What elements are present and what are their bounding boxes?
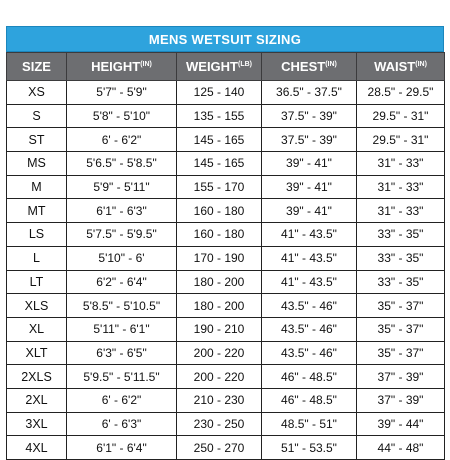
cell-chest: 46" - 48.5" — [262, 365, 357, 389]
cell-height: 5'7.5" - 5'9.5" — [67, 223, 177, 247]
cell-weight: 200 - 220 — [177, 365, 262, 389]
cell-weight: 145 - 165 — [177, 152, 262, 176]
cell-size: L — [7, 246, 67, 270]
cell-height: 6'2" - 6'4" — [67, 270, 177, 294]
cell-waist: 35" - 37" — [357, 341, 445, 365]
cell-weight: 160 - 180 — [177, 199, 262, 223]
cell-height: 6' - 6'3" — [67, 412, 177, 436]
cell-height: 6'1" - 6'3" — [67, 199, 177, 223]
cell-size: 3XL — [7, 412, 67, 436]
cell-chest: 39" - 41" — [262, 175, 357, 199]
cell-waist: 33" - 35" — [357, 246, 445, 270]
cell-weight: 250 - 270 — [177, 436, 262, 460]
cell-size: M — [7, 175, 67, 199]
cell-size: XLT — [7, 341, 67, 365]
cell-weight: 230 - 250 — [177, 412, 262, 436]
cell-chest: 37.5" - 39" — [262, 128, 357, 152]
cell-height: 5'8" - 5'10" — [67, 104, 177, 128]
cell-chest: 39" - 41" — [262, 152, 357, 176]
cell-size: MT — [7, 199, 67, 223]
chart-title: MENS WETSUIT SIZING — [6, 26, 444, 52]
table-row — [7, 81, 445, 105]
cell-size: S — [7, 104, 67, 128]
cell-chest: 39" - 41" — [262, 199, 357, 223]
cell-height: 5'9.5" - 5'11.5" — [67, 365, 177, 389]
cell-chest: 41" - 43.5" — [262, 223, 357, 247]
column-header-label: WEIGHT — [186, 59, 238, 74]
cell-weight: 135 - 155 — [177, 104, 262, 128]
table-row — [7, 246, 445, 270]
table-row — [7, 412, 445, 436]
cell-chest: 41" - 43.5" — [262, 246, 357, 270]
table-row — [7, 104, 445, 128]
cell-chest: 43.5" - 46" — [262, 341, 357, 365]
cell-chest: 48.5" - 51" — [262, 412, 357, 436]
cell-size: XLS — [7, 294, 67, 318]
column-header-unit: (LB) — [238, 61, 252, 68]
table-row — [7, 270, 445, 294]
column-header-unit: (IN) — [140, 61, 152, 68]
cell-waist: 35" - 37" — [357, 317, 445, 341]
cell-weight: 190 - 210 — [177, 317, 262, 341]
cell-weight: 210 - 230 — [177, 388, 262, 412]
column-header-chest — [262, 53, 357, 81]
column-header-label: HEIGHT — [91, 59, 141, 74]
table-header — [7, 53, 445, 81]
table-row — [7, 128, 445, 152]
cell-weight: 160 - 180 — [177, 223, 262, 247]
cell-weight: 145 - 165 — [177, 128, 262, 152]
cell-chest: 37.5" - 39" — [262, 104, 357, 128]
table-row — [7, 341, 445, 365]
sizing-table — [6, 52, 445, 460]
cell-height: 6' - 6'2" — [67, 128, 177, 152]
cell-waist: 33" - 35" — [357, 270, 445, 294]
column-header-unit: (IN) — [325, 61, 337, 68]
cell-weight: 155 - 170 — [177, 175, 262, 199]
table-row — [7, 317, 445, 341]
table-row — [7, 152, 445, 176]
cell-weight: 200 - 220 — [177, 341, 262, 365]
table-row — [7, 294, 445, 318]
cell-waist: 33" - 35" — [357, 223, 445, 247]
cell-height: 5'11" - 6'1" — [67, 317, 177, 341]
cell-size: LT — [7, 270, 67, 294]
column-header-waist — [357, 53, 445, 81]
column-header-unit: (IN) — [415, 61, 427, 68]
header-row — [7, 53, 445, 81]
cell-height: 6'1" - 6'4" — [67, 436, 177, 460]
cell-size: XS — [7, 81, 67, 105]
column-header-weight — [177, 53, 262, 81]
cell-weight: 180 - 200 — [177, 270, 262, 294]
column-header-label: WAIST — [374, 59, 416, 74]
table-row — [7, 436, 445, 460]
cell-chest: 43.5" - 46" — [262, 317, 357, 341]
cell-size: MS — [7, 152, 67, 176]
cell-waist: 28.5" - 29.5" — [357, 81, 445, 105]
column-header-size — [7, 53, 67, 81]
cell-waist: 44" - 48" — [357, 436, 445, 460]
cell-height: 5'7" - 5'9" — [67, 81, 177, 105]
table-row — [7, 199, 445, 223]
cell-size: ST — [7, 128, 67, 152]
cell-waist: 29.5" - 31" — [357, 104, 445, 128]
table-row — [7, 175, 445, 199]
cell-weight: 180 - 200 — [177, 294, 262, 318]
cell-size: 2XL — [7, 388, 67, 412]
cell-chest: 41" - 43.5" — [262, 270, 357, 294]
cell-height: 6' - 6'2" — [67, 388, 177, 412]
cell-waist: 31" - 33" — [357, 175, 445, 199]
cell-waist: 37" - 39" — [357, 388, 445, 412]
cell-height: 6'3" - 6'5" — [67, 341, 177, 365]
table-row — [7, 365, 445, 389]
cell-chest: 51" - 53.5" — [262, 436, 357, 460]
cell-size: 4XL — [7, 436, 67, 460]
cell-weight: 125 - 140 — [177, 81, 262, 105]
sizing-chart — [6, 26, 444, 460]
cell-height: 5'6.5" - 5'8.5" — [67, 152, 177, 176]
cell-waist: 37" - 39" — [357, 365, 445, 389]
cell-waist: 35" - 37" — [357, 294, 445, 318]
cell-waist: 31" - 33" — [357, 152, 445, 176]
cell-height: 5'8.5" - 5'10.5" — [67, 294, 177, 318]
table-row — [7, 388, 445, 412]
column-header-label: CHEST — [281, 59, 326, 74]
table-row — [7, 223, 445, 247]
cell-weight: 170 - 190 — [177, 246, 262, 270]
column-header-height — [67, 53, 177, 81]
column-header-label: SIZE — [22, 59, 51, 74]
cell-waist: 39" - 44" — [357, 412, 445, 436]
cell-waist: 29.5" - 31" — [357, 128, 445, 152]
cell-height: 5'10" - 6' — [67, 246, 177, 270]
cell-chest: 36.5" - 37.5" — [262, 81, 357, 105]
cell-size: XL — [7, 317, 67, 341]
cell-height: 5'9" - 5'11" — [67, 175, 177, 199]
cell-size: LS — [7, 223, 67, 247]
table-body — [7, 81, 445, 460]
cell-chest: 46" - 48.5" — [262, 388, 357, 412]
cell-size: 2XLS — [7, 365, 67, 389]
cell-waist: 31" - 33" — [357, 199, 445, 223]
cell-chest: 43.5" - 46" — [262, 294, 357, 318]
